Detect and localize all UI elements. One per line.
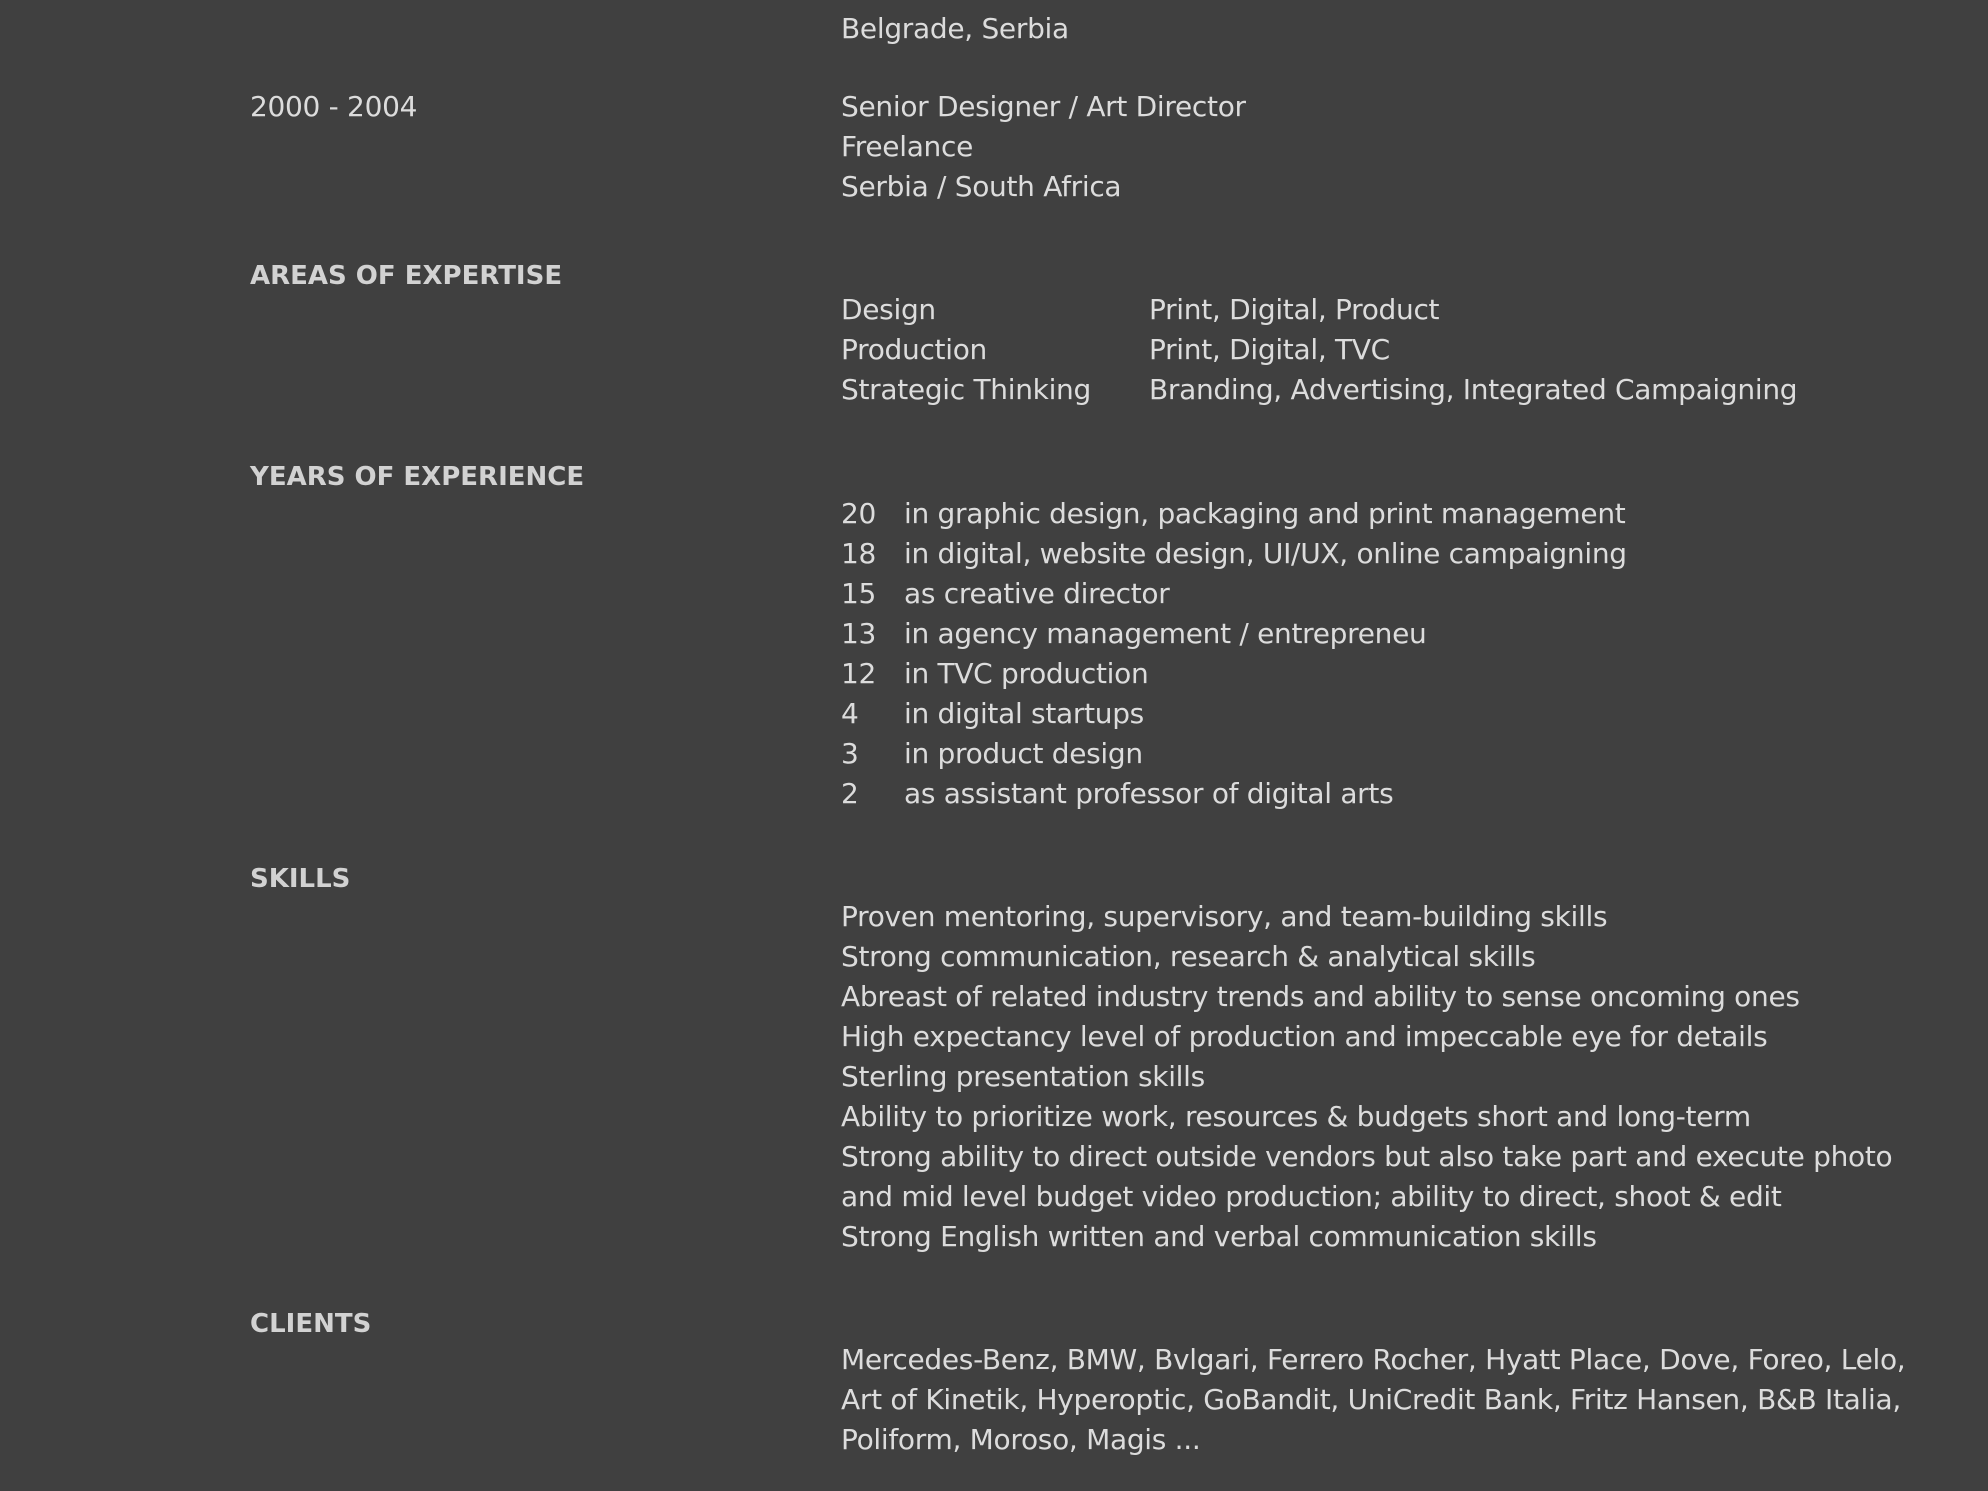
skill-line: Strong English written and verbal communication skills	[841, 1220, 1597, 1253]
expertise-heading: AREAS OF EXPERTISE	[250, 261, 563, 291]
skill-line: Proven mentoring, supervisory, and team-building skills	[841, 900, 1608, 933]
skill-line: High expectancy level of production and impeccable eye for details	[841, 1020, 1768, 1053]
expertise-area: Strategic Thinking	[841, 373, 1091, 406]
years-description: in digital startups	[904, 697, 1144, 730]
clients-line: Poliform, Moroso, Magis ...	[841, 1423, 1201, 1456]
skills-heading: SKILLS	[250, 864, 351, 894]
expertise-detail: Print, Digital, Product	[1149, 293, 1440, 326]
skill-line: Ability to prioritize work, resources & budgets short and long-term	[841, 1100, 1751, 1133]
expertise-area: Design	[841, 293, 936, 326]
skill-line: Abreast of related industry trends and ability to sense oncoming ones	[841, 980, 1800, 1013]
skill-line: Strong communication, research & analytical skills	[841, 940, 1536, 973]
experience-company: Freelance	[841, 130, 974, 163]
years-heading: YEARS OF EXPERIENCE	[250, 462, 585, 492]
years-number: 3	[841, 737, 859, 770]
years-description: in graphic design, packaging and print management	[904, 497, 1626, 530]
years-description: in product design	[904, 737, 1143, 770]
experience-location: Serbia / South Africa	[841, 170, 1122, 203]
location-line: Belgrade, Serbia	[841, 12, 1069, 45]
years-number: 2	[841, 777, 859, 810]
years-number: 18	[841, 537, 877, 570]
expertise-detail: Print, Digital, TVC	[1149, 333, 1390, 366]
years-number: 4	[841, 697, 859, 730]
years-description: as assistant professor of digital arts	[904, 777, 1394, 810]
experience-period: 2000 - 2004	[250, 90, 418, 123]
expertise-area: Production	[841, 333, 987, 366]
years-number: 20	[841, 497, 877, 530]
skill-line: Strong ability to direct outside vendors but also take part and execute photo	[841, 1140, 1893, 1173]
years-description: in TVC production	[904, 657, 1149, 690]
clients-heading: CLIENTS	[250, 1309, 372, 1339]
years-description: in agency management / entrepreneu	[904, 617, 1427, 650]
years-number: 15	[841, 577, 877, 610]
clients-line: Art of Kinetik, Hyperoptic, GoBandit, UniCredit Bank, Fritz Hansen, B&B Italia,	[841, 1383, 1901, 1416]
expertise-detail: Branding, Advertising, Integrated Campaigning	[1149, 373, 1798, 406]
years-description: in digital, website design, UI/UX, online campaigning	[904, 537, 1627, 570]
experience-role: Senior Designer / Art Director	[841, 90, 1246, 123]
clients-line: Mercedes-Benz, BMW, Bvlgari, Ferrero Rocher, Hyatt Place, Dove, Foreo, Lelo,	[841, 1343, 1906, 1376]
years-description: as creative director	[904, 577, 1170, 610]
years-number: 13	[841, 617, 877, 650]
years-number: 12	[841, 657, 877, 690]
skill-line: Sterling presentation skills	[841, 1060, 1205, 1093]
skill-line: and mid level budget video production; ability to direct, shoot & edit	[841, 1180, 1782, 1213]
